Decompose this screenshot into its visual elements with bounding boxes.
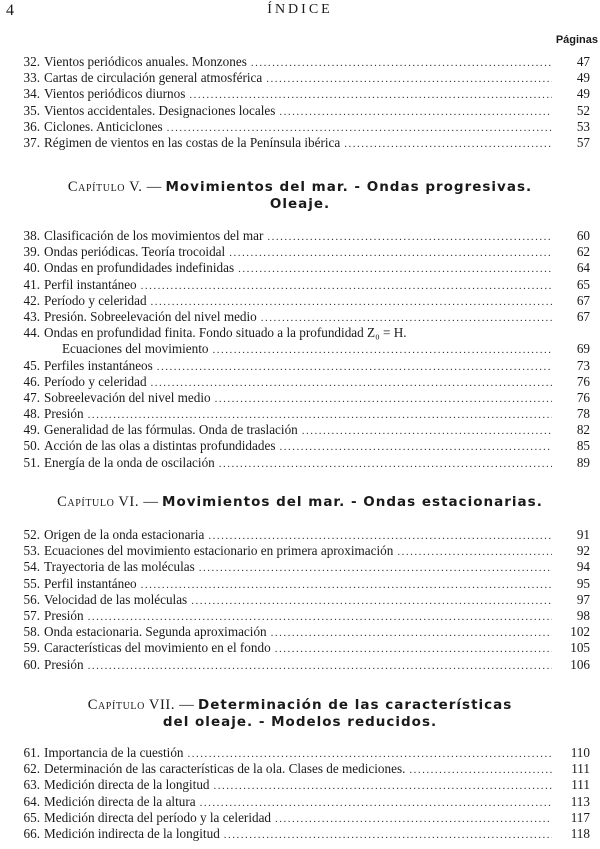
toc-entry-page: 102 [570, 624, 590, 640]
dot-leader [266, 70, 552, 87]
toc-entry-title: Perfiles instantáneos [44, 357, 153, 373]
running-title: ÍNDICE [267, 2, 333, 17]
toc-entry-number: 41. [23, 276, 40, 292]
toc-entry-number: 46. [23, 373, 40, 389]
toc-entry-title: Período y celeridad [44, 373, 147, 389]
toc-entry [0, 657, 600, 673]
toc-entry-number: 56. [23, 591, 40, 607]
dot-leader [275, 640, 552, 657]
dot-leader [88, 657, 552, 674]
toc-entry [0, 826, 600, 842]
dot-leader [344, 135, 552, 152]
toc-section-winds [0, 54, 600, 151]
dot-leader [302, 422, 552, 439]
toc-entry-number: 42. [23, 292, 40, 308]
dot-leader [275, 810, 552, 827]
toc-entry [0, 341, 600, 357]
toc-entry-title: Generalidad de las fórmulas. Onda de traslación [44, 422, 298, 438]
dot-leader [279, 103, 552, 120]
toc-entry-title: Clasificación de los movimientos del mar [44, 228, 264, 243]
toc-entry-page: 53 [576, 118, 590, 134]
toc-entry-title: Sobreelevación del nivel medio [44, 389, 211, 405]
toc-entry-number: 38. [23, 228, 40, 243]
toc-section-wave-measurement [0, 745, 600, 842]
toc-entry-title: Vientos accidentales. Designaciones locales [44, 102, 276, 118]
toc-entry-number: 65. [23, 809, 40, 825]
toc-entry-number: 52. [23, 527, 40, 542]
toc-section-standing-waves [0, 527, 600, 673]
toc-entry-page: 52 [576, 102, 590, 118]
toc-entry-title: Origen de la onda estacionaria [44, 527, 205, 542]
toc-entry-number: 57. [23, 607, 40, 623]
dot-leader [271, 624, 552, 641]
toc-entry-title: Medición directa del período y la celeridad [44, 809, 272, 825]
toc-entry-number: 51. [23, 454, 40, 470]
chapter-7-heading [0, 697, 600, 731]
toc-entry-page: 91 [576, 527, 590, 542]
toc-entry [0, 745, 600, 761]
toc-entry-title: Velocidad de las moléculas [44, 591, 188, 607]
dot-leader [208, 527, 552, 544]
toc-entry-number: 59. [23, 640, 40, 656]
toc-entry-number: 55. [23, 575, 40, 591]
dot-leader [88, 608, 552, 625]
toc-entry-number: 58. [23, 624, 40, 640]
dot-leader [157, 358, 552, 375]
toc-entry [0, 135, 600, 151]
toc-entry-title: Perfil instantáneo [44, 276, 137, 292]
toc-entry-page: 65 [576, 276, 590, 292]
toc-entry-number: 63. [23, 777, 40, 793]
chapter-5-heading [0, 179, 600, 213]
dot-leader [188, 745, 552, 762]
toc-entry-number: 53. [23, 543, 40, 559]
toc-entry [0, 228, 600, 244]
toc-entry-page: 62 [576, 244, 590, 260]
toc-entry-title: Perfil instantáneo [44, 575, 137, 591]
toc-entry-number: 61. [23, 745, 40, 760]
toc-entry-title: Cartas de circulación general atmosférica [44, 70, 263, 86]
dot-leader [88, 406, 552, 423]
toc-entry [0, 559, 600, 575]
toc-entry [0, 810, 600, 826]
toc-entry-title: Presión. Sobreelevación del nivel medio [44, 308, 257, 324]
dot-leader [215, 390, 552, 407]
toc-entry-title: Determinación de las características de la ola. Clases de mediciones. [44, 761, 406, 777]
toc-entry-number: 50. [23, 438, 40, 454]
chapter-label: Capítulo V. — [67, 179, 162, 195]
toc-entry-title: Régimen de vientos en las costas de la Península ibérica [44, 134, 341, 150]
chapter-title: Determinación de las características [198, 697, 513, 713]
toc-entry-page: 110 [570, 745, 590, 760]
toc-entry [0, 640, 600, 656]
toc-entry-title: Presión [44, 406, 84, 422]
toc-entry [0, 309, 600, 325]
toc-entry-page: 95 [576, 575, 590, 591]
toc-entry-page: 111 [571, 761, 590, 777]
toc-entry-number: 54. [23, 559, 40, 575]
toc-entry-number: 43. [23, 308, 40, 324]
toc-entry-number: 49. [23, 422, 40, 438]
toc-entry-number: 35. [23, 102, 40, 118]
toc-entry-title: Energía de la onda de oscilación [44, 454, 215, 470]
toc-entry-number: 40. [23, 260, 40, 276]
toc-entry-page: 67 [576, 292, 590, 308]
toc-entry [0, 455, 600, 471]
toc-entry [0, 244, 600, 260]
toc-entry-number: 37. [23, 134, 40, 150]
toc-entry-page: 106 [570, 656, 590, 672]
dot-leader [251, 54, 552, 71]
toc-entry [0, 260, 600, 276]
toc-section-progressive-waves [0, 228, 600, 471]
pages-column-label: Páginas [555, 34, 598, 46]
dot-leader [167, 119, 552, 136]
toc-entry-title: Trayectoria de las moléculas [44, 559, 195, 575]
page-header [6, 2, 594, 22]
toc-entry-page: 94 [576, 559, 590, 575]
toc-entry [0, 576, 600, 592]
toc-entry-title: Medición directa de la longitud [44, 777, 210, 793]
dot-leader [409, 761, 552, 778]
toc-entry-page: 113 [570, 793, 590, 809]
toc-entry [0, 277, 600, 293]
chapter-label: Capítulo VI. — [57, 494, 159, 510]
toc-entry-page: 118 [570, 825, 590, 841]
toc-entry-page: 49 [576, 86, 590, 102]
toc-entry [0, 390, 600, 406]
toc-entry [0, 543, 600, 559]
toc-entry [0, 103, 600, 119]
chapter-6-heading [0, 494, 600, 511]
dot-leader [191, 592, 552, 609]
toc-entry-page: 76 [576, 373, 590, 389]
toc-entry-page: 67 [576, 308, 590, 324]
toc-entry-page: 98 [576, 607, 590, 623]
toc-entry-title: Presión [44, 656, 84, 672]
toc-entry [0, 624, 600, 640]
toc-entry-page: 89 [576, 454, 590, 470]
dot-leader [200, 794, 552, 811]
dot-leader [279, 438, 552, 455]
toc-entry-title: Ecuaciones del movimiento [62, 341, 209, 357]
dot-leader [151, 374, 552, 391]
toc-entry-number: 47. [23, 389, 40, 405]
chapter-title-line2: Oleaje. [269, 196, 331, 212]
dot-leader [397, 543, 552, 560]
toc-entry [0, 70, 600, 86]
toc-entry-number: 44. [23, 325, 40, 341]
toc-entry [0, 608, 600, 624]
dot-leader [141, 576, 552, 593]
toc-entry-number: 34. [23, 86, 40, 102]
toc-entry [0, 592, 600, 608]
toc-entry-number: 48. [23, 406, 40, 422]
dot-leader [238, 260, 552, 277]
toc-entry-page: 57 [576, 134, 590, 150]
dot-leader [141, 277, 552, 294]
toc-entry-title: Vientos periódicos anuales. Monzones [44, 54, 247, 69]
toc-entry-page: 82 [576, 422, 590, 438]
toc-entry-title: Ondas en profundidades indefinidas [44, 260, 235, 276]
toc-entry [0, 119, 600, 135]
chapter-title: Movimientos del mar. - Ondas estacionarias. [162, 494, 543, 510]
toc-entry-title: Importancia de la cuestión [44, 745, 184, 760]
toc-entry-title: Período y celeridad [44, 292, 147, 308]
dot-leader [219, 455, 552, 472]
toc-entry [0, 374, 600, 390]
toc-entry-number: 39. [23, 244, 40, 260]
toc-entry-title: Medición directa de la altura [44, 793, 196, 809]
toc-entry-title: Vientos periódicos diurnos [44, 86, 186, 102]
toc-entry-page: 73 [576, 357, 590, 373]
dot-leader [199, 559, 552, 576]
toc-entry-number: 45. [23, 357, 40, 373]
toc-entry [0, 794, 600, 810]
dot-leader [224, 826, 552, 843]
toc-entry-title: Ondas en profundidad finita. Fondo situado a la profundidad Z₀ = H. [44, 325, 407, 341]
toc-entry-page: 78 [576, 406, 590, 422]
dot-leader [189, 86, 552, 103]
toc-entry-page: 117 [570, 809, 590, 825]
toc-entry-page: 49 [576, 70, 590, 86]
toc-entry-title: Acción de las olas a distintas profundidades [44, 438, 276, 454]
chapter-title-line2: del oleaje. - Modelos reducidos. [162, 714, 438, 730]
toc-entry-number: 36. [23, 118, 40, 134]
toc-entry-page: 47 [576, 54, 590, 69]
toc-entry-title: Ecuaciones del movimiento estacionario en primera aproximación [44, 543, 394, 559]
toc-entry [0, 86, 600, 102]
toc-entry-title: Características del movimiento en el fondo [44, 640, 271, 656]
toc-entry-number: 62. [23, 761, 40, 777]
toc-entry-number: 32. [23, 54, 40, 69]
toc-entry [0, 761, 600, 777]
toc-entry-number: 66. [23, 825, 40, 841]
toc-entry-page: 97 [576, 591, 590, 607]
toc-entry [0, 422, 600, 438]
toc-entry [0, 293, 600, 309]
chapter-title: Movimientos del mar. - Ondas progresivas. [165, 179, 533, 195]
toc-entry-page: 85 [576, 438, 590, 454]
dot-leader [229, 244, 552, 261]
toc-entry-page: 92 [576, 543, 590, 559]
toc-entry [0, 325, 600, 341]
toc-entry [0, 777, 600, 793]
toc-entry-number: 33. [23, 70, 40, 86]
toc-entry [0, 406, 600, 422]
toc-entry [0, 358, 600, 374]
toc-entry-number: 64. [23, 793, 40, 809]
dot-leader [213, 341, 553, 358]
toc-entry [0, 438, 600, 454]
toc-entry-title: Onda estacionaria. Segunda aproximación [44, 624, 267, 640]
toc-entry-number: 60. [23, 656, 40, 672]
toc-entry-page: 76 [576, 389, 590, 405]
toc-entry-page: 60 [576, 228, 590, 243]
dot-leader [151, 293, 552, 310]
toc-entry-page: 105 [570, 640, 590, 656]
toc-entry-page: 69 [576, 341, 590, 357]
toc-entry-title: Presión [44, 607, 84, 623]
page-number: 4 [6, 2, 14, 19]
dot-leader [261, 309, 552, 326]
toc-entry-page: 64 [576, 260, 590, 276]
toc-entry-title: Ciclones. Anticiclones [44, 118, 163, 134]
chapter-label: Capítulo VII. — [87, 697, 195, 713]
dot-leader [214, 777, 552, 794]
toc-entry-title: Ondas periódicas. Teoría trocoidal [44, 244, 226, 260]
toc-entry [0, 527, 600, 543]
toc-entry-title: Medición indirecta de la longitud [44, 825, 220, 841]
toc-entry [0, 54, 600, 70]
toc-entry-page: 111 [571, 777, 590, 793]
dot-leader [267, 228, 552, 245]
